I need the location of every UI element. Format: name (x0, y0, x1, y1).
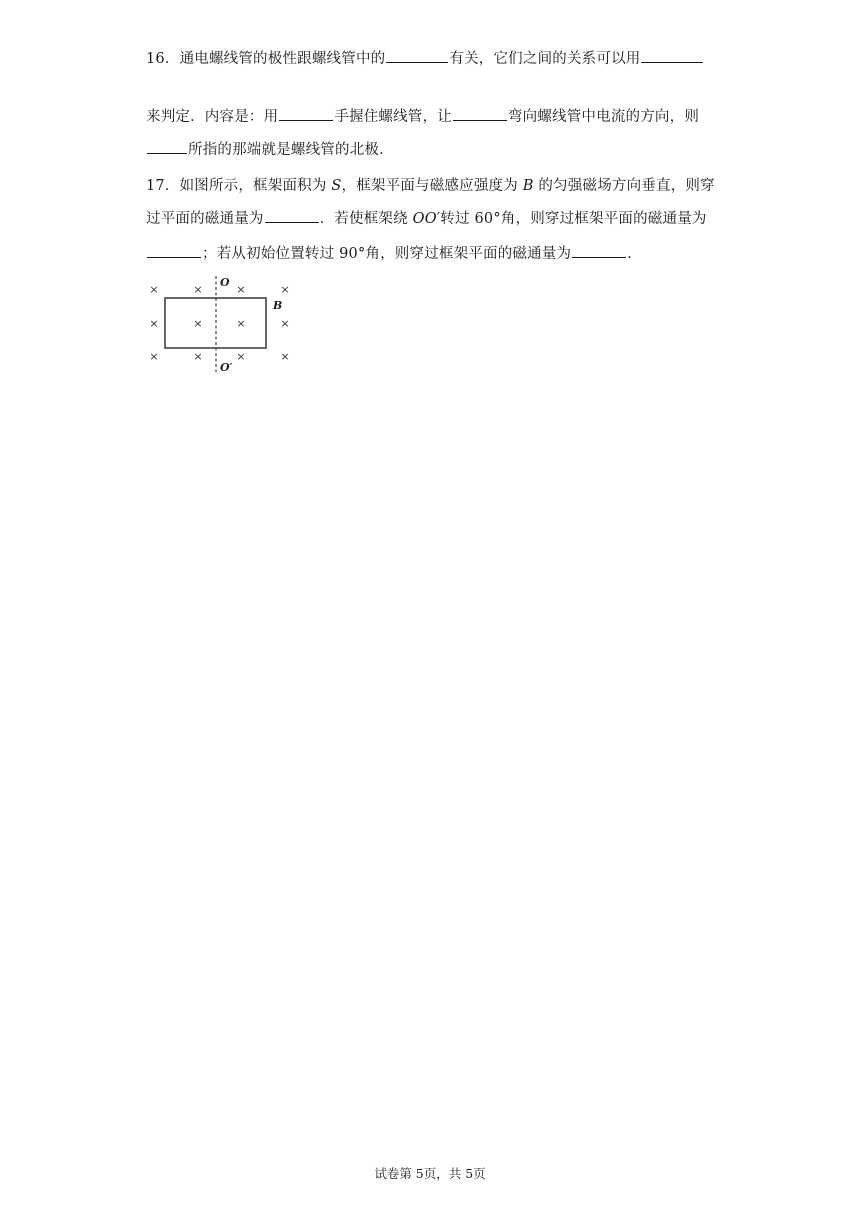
field-cross-mark: × (236, 317, 246, 330)
q16-line-1 (146, 48, 704, 69)
field-cross-mark: × (149, 283, 159, 296)
field-cross-mark: × (193, 350, 203, 363)
answer-blank (641, 48, 703, 63)
q17-number: 17． (146, 178, 180, 194)
q16-text-1a: 通电螺线管的极性跟螺线管中的 (179, 51, 386, 67)
q17-text-1c: 的匀强磁场方向垂直，则穿 (533, 178, 715, 194)
q16-text-2a: 来判定．内容是：用 (146, 109, 279, 125)
field-cross-mark: × (280, 283, 290, 296)
var-b: B (522, 178, 534, 194)
field-cross-mark: × (149, 350, 159, 363)
q17-line-3 (146, 243, 642, 264)
field-cross-mark: × (149, 317, 159, 330)
magnetic-frame-figure (140, 272, 300, 376)
answer-blank (265, 208, 319, 223)
answer-blank (386, 48, 448, 63)
field-cross-mark: × (280, 350, 290, 363)
q16-line-2 (146, 106, 699, 127)
field-cross-mark: × (236, 350, 246, 363)
answer-blank (572, 243, 626, 258)
field-cross-mark: × (193, 317, 203, 330)
q16-line-3 (146, 139, 394, 160)
label-o: O (220, 276, 230, 289)
q17-text-2a: 过平面的磁通量为 (146, 211, 264, 227)
q17-text-1a: 如图所示，框架面积为 (179, 178, 332, 194)
q17-text-2b: ．若使框架绕 (319, 211, 413, 227)
q17-text-1b: ，框架平面与磁感应强度为 (341, 178, 523, 194)
var-s: S (331, 178, 342, 194)
label-b: B (273, 299, 283, 312)
q16-text-3a: 所指的那端就是螺线管的北极． (188, 142, 394, 158)
q16-text-1b: 有关，它们之间的关系可以用 (449, 51, 641, 67)
answer-blank (453, 106, 507, 121)
q17-text-2c: 转过 60°角，则穿过框架平面的磁通量为 (440, 211, 707, 227)
q16-number: 16． (146, 51, 180, 67)
answer-blank (147, 243, 201, 258)
answer-blank (279, 106, 333, 121)
q17-text-3b: ． (627, 246, 642, 262)
q16-text-2c: 弯向螺线管中电流的方向，则 (507, 109, 700, 125)
label-o-prime: O′ (220, 361, 233, 374)
q16-text-2b: 手握住螺线管，让 (334, 109, 452, 125)
q17-line-2 (146, 208, 707, 229)
answer-blank (147, 139, 187, 154)
field-cross-mark: × (280, 317, 290, 330)
page-footer: 试卷第 5页，共 5页 (374, 1166, 486, 1181)
q17-line-1 (146, 176, 715, 196)
field-cross-mark: × (193, 283, 203, 296)
var-oo-prime: OO′ (412, 211, 441, 227)
field-cross-mark: × (236, 283, 246, 296)
q17-text-3a: ；若从初始位置转过 90°角，则穿过框架平面的磁通量为 (202, 246, 572, 262)
